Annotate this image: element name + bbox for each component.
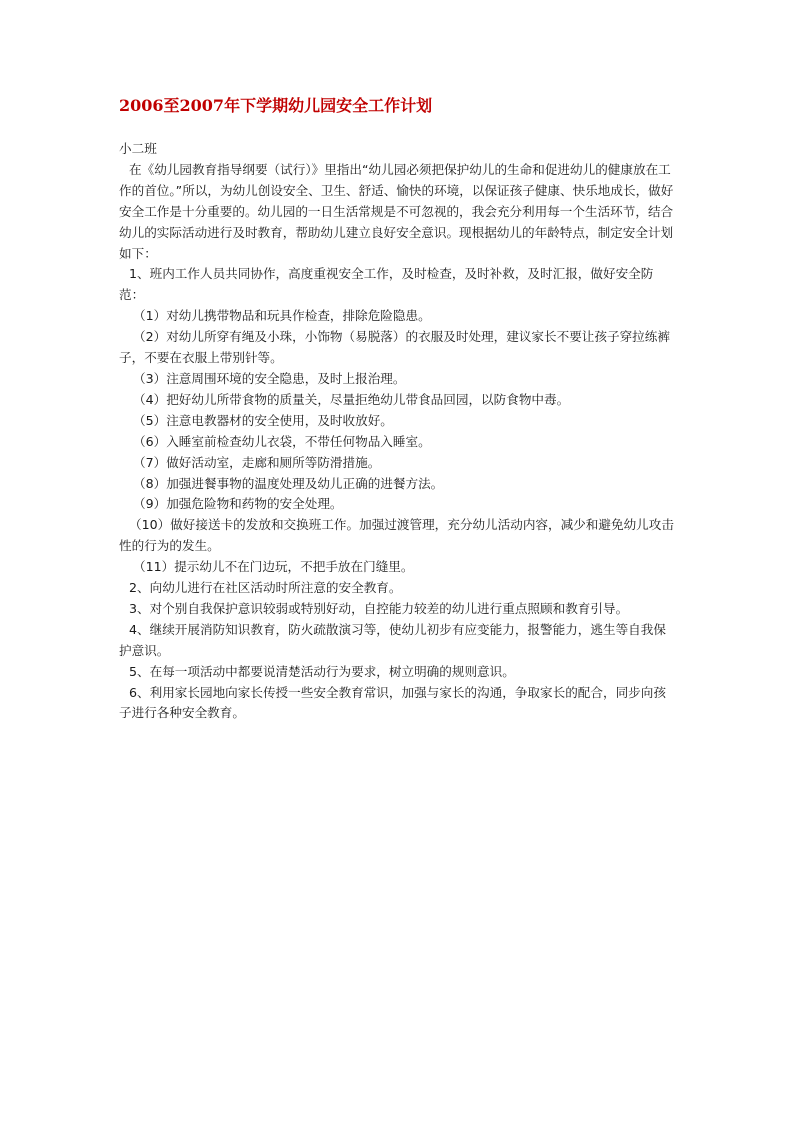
sub-item: （8）加强进餐事物的温度处理及幼儿正确的进餐方法。 <box>133 475 444 491</box>
intro-paragraph: 在《幼儿园教育指导纲要（试行）》里指出“幼儿园必须把保护幼儿的生命和促进幼儿的健康放在工作的首位。”所以，为幼儿创设安全、卫生、舒适、愉快的环境，以保证孩子健康、快乐地成长，做好安全工作是十分重要的。幼儿园的一日生活常规是不可忽视的，我会充分利用每一个生活环节，结合幼儿的实际活动进行及时教育，帮助幼儿建立良好安全意识。现根据幼儿的年龄特点，制定安全计划如下： <box>119 161 674 261</box>
sub-item: （10）做好接送卡的发放和交换班工作。加强过渡管理，充分幼儿活动内容，减少和避免幼儿攻击性的行为的发生。 <box>119 517 674 554</box>
sub-item: （2）对幼儿所穿有绳及小珠，小饰物（易脱落）的衣服及时处理，建议家长不要让孩子穿拉练裤子，不要在衣服上带别针等。 <box>119 329 670 366</box>
class-name: 小二班 <box>119 141 157 156</box>
sub-item: （3）注意周围环境的安全隐患，及时上报治理。 <box>133 370 406 386</box>
document-title: 2006至2007年下学期幼儿园安全工作计划 <box>119 96 433 115</box>
plan-item: 5、在每一项活动中都要说清楚活动行为要求，树立明确的规则意识。 <box>129 663 515 679</box>
sub-item: （6）入睡室前检查幼儿衣袋，不带任何物品入睡室。 <box>133 433 431 449</box>
sub-item: （9）加强危险物和药物的安全处理。 <box>133 496 343 512</box>
sub-item: （5）注意电教器材的安全使用，及时收放好。 <box>133 412 393 428</box>
sub-item: （4）把好幼儿所带食物的质量关，尽量拒绝幼儿带食品回园，以防食物中毒。 <box>133 391 570 407</box>
sub-item: （7）做好活动室，走廊和厕所等防滑措施。 <box>133 454 381 470</box>
plan-item-1: 1、班内工作人员共同协作，高度重视安全工作，及时检查，及时补救，及时汇报，做好安全防范： <box>119 266 654 303</box>
document-body <box>119 139 675 724</box>
plan-item: 3、对个别自我保护意识较弱或特别好动，自控能力较差的幼儿进行重点照顾和教育引导。 <box>129 600 629 616</box>
plan-item: 6、利用家长园地向家长传授一些安全教育常识，加强与家长的沟通，争取家长的配合，同步向孩子进行各种安全教育。 <box>119 684 666 721</box>
sub-item: （1）对幼儿携带物品和玩具作检查，排除危险隐患。 <box>133 308 431 324</box>
plan-item: 2、向幼儿进行在社区活动时所注意的安全教育。 <box>129 580 402 596</box>
sub-item: （11）提示幼儿不在门边玩，不把手放在门缝里。 <box>133 559 414 575</box>
plan-item: 4、继续开展消防知识教育，防火疏散演习等，使幼儿初步有应变能力，报警能力，逃生等自我保护意识。 <box>119 621 666 658</box>
